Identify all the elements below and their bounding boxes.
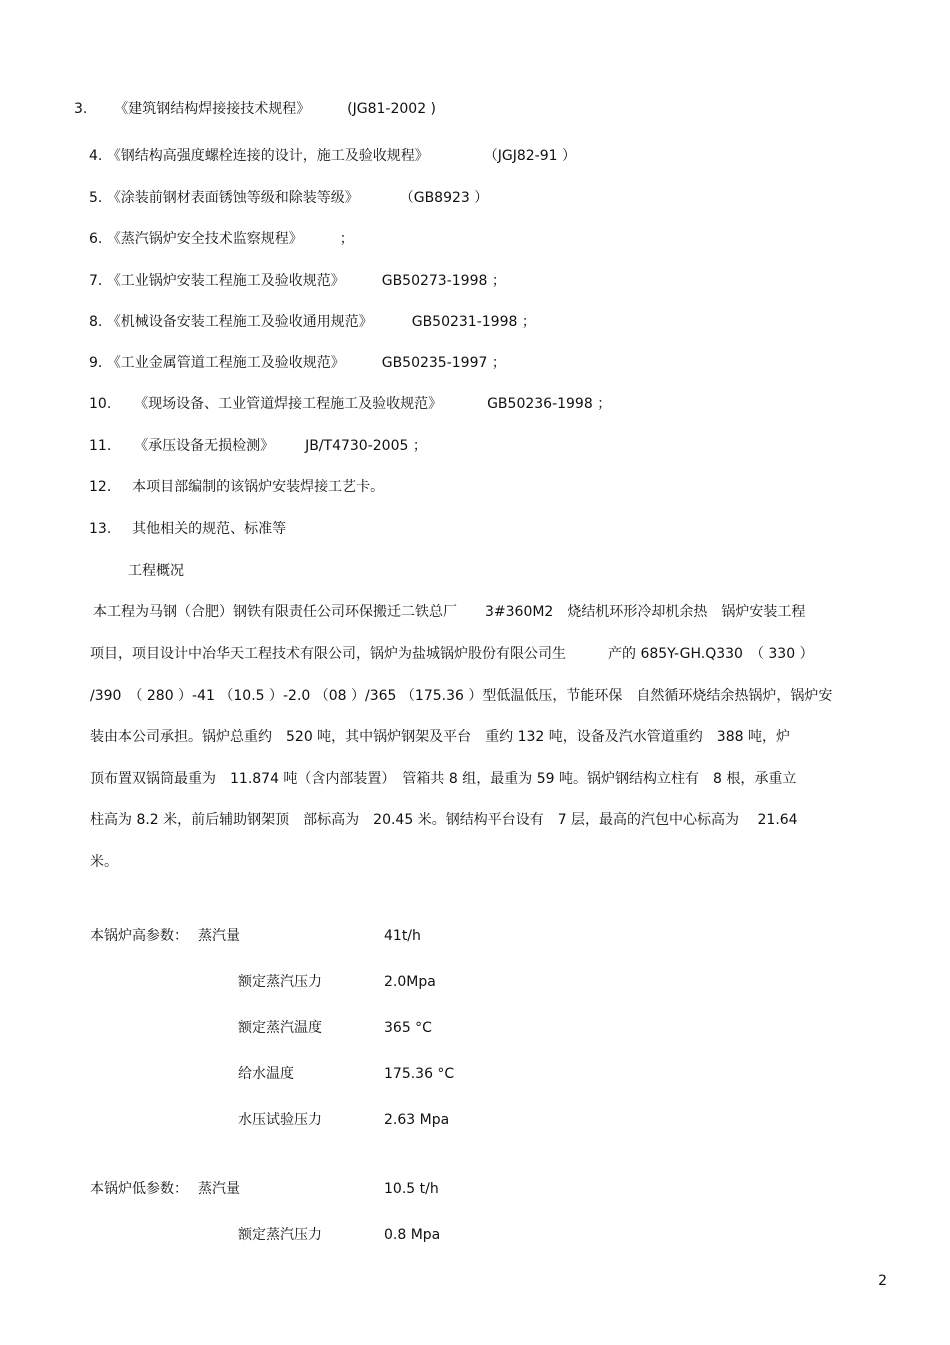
- param-value: 365 °C: [384, 1020, 432, 1036]
- high-params-title: 本锅炉高参数：: [90, 928, 188, 944]
- reference-code: (JG81-2002 ): [347, 101, 437, 117]
- param-value: 175.36 °C: [384, 1066, 455, 1082]
- param-value: 0.8 Mpa: [384, 1227, 441, 1243]
- overview-line: 柱高为 8.2 米，前后辅助钢架顶 部标高为 20.45 米。钢结构平台设有 7 层，最高的汽包中心标高为 21.64: [90, 812, 798, 828]
- param-value: 2.63 Mpa: [384, 1112, 450, 1128]
- reference-number: 5.: [89, 190, 103, 206]
- reference-title: 《现场设备、工业管道焊接工程施工及验收规范》: [134, 396, 443, 412]
- overview-line: 顶布置双锅筒最重为 11.874 吨（含内部装置） 管箱共 8 组，最重为 59 吨。锅炉钢结构立柱有 8 根，承重立: [90, 771, 797, 787]
- reference-code: GB50236-1998 ；: [487, 396, 612, 412]
- reference-code: （GB8923 ）: [399, 190, 489, 206]
- reference-item: [89, 353, 506, 373]
- reference-title: 《涂装前钢材表面锈蚀等级和除装等级》: [106, 190, 359, 206]
- reference-number: 4.: [89, 148, 103, 164]
- reference-item: [89, 394, 611, 414]
- reference-item: [89, 146, 576, 166]
- reference-item: [89, 229, 354, 249]
- overview-line: 项目，项目设计中冶华天工程技术有限公司，锅炉为盐城锅炉股份有限公司生 产的 685Y-GH.Q330 （ 330 ）: [90, 646, 814, 662]
- reference-title: 《机械设备安装工程施工及验收通用规范》: [106, 314, 373, 330]
- reference-item: [89, 477, 384, 497]
- low-params-title: 本锅炉低参数：: [90, 1181, 188, 1197]
- page-number: 2: [878, 1273, 887, 1289]
- param-label: 蒸汽量: [198, 928, 240, 944]
- reference-title: 本项目部编制的该锅炉安装焊接工艺卡。: [132, 479, 385, 495]
- reference-item: [89, 271, 506, 291]
- param-label: 额定蒸汽压力: [238, 1227, 322, 1243]
- reference-title: 《工业金属管道工程施工及验收规范》: [106, 355, 345, 371]
- overview-line: 米。: [90, 854, 118, 870]
- overview-line: /390 （ 280 ）-41 （10.5 ）-2.0 （08 ）/365 （175.36 ）型低温低压，节能环保 自然循环烧结余热锅炉，锅炉安: [90, 688, 833, 704]
- param-label: 额定蒸汽温度: [238, 1020, 322, 1036]
- param-value: 10.5 t/h: [384, 1181, 439, 1197]
- reference-number: 9.: [89, 355, 103, 371]
- reference-code: GB50231-1998 ；: [411, 314, 536, 330]
- reference-title: 《建筑钢结构焊接接技术规程》: [114, 101, 311, 117]
- reference-item: [89, 188, 488, 208]
- reference-title: 《工业锅炉安装工程施工及验收规范》: [106, 273, 345, 289]
- param-label: 给水温度: [238, 1066, 294, 1082]
- param-label: 额定蒸汽压力: [238, 974, 322, 990]
- reference-code: ；: [339, 231, 354, 247]
- reference-item: [89, 436, 427, 456]
- reference-code: GB50235-1997 ；: [381, 355, 506, 371]
- reference-title: 其他相关的规范、标准等: [132, 521, 287, 537]
- reference-code: （JGJ82-91 ）: [483, 148, 576, 164]
- param-value: 41t/h: [384, 928, 421, 944]
- reference-item: [74, 99, 436, 119]
- param-label: 蒸汽量: [198, 1181, 240, 1197]
- reference-item: [89, 519, 286, 539]
- reference-title: 《承压设备无损检测》: [134, 438, 275, 454]
- reference-number: 11.: [89, 438, 112, 454]
- reference-code: GB50273-1998 ；: [381, 273, 506, 289]
- overview-line: 装由本公司承担。锅炉总重约 520 吨，其中锅炉钢架及平台 重约 132 吨，设备及汽水管道重约 388 吨，炉: [90, 729, 790, 745]
- reference-title: 《蒸汽锅炉安全技术监察规程》: [106, 231, 303, 247]
- overview-line: 本工程为马钢（合肥）钢铁有限责任公司环保搬迁二铁总厂 3#360M2 烧结机环形冷却机余热 锅炉安装工程: [93, 604, 806, 620]
- reference-number: 8.: [89, 314, 103, 330]
- reference-number: 7.: [89, 273, 103, 289]
- reference-number: 3.: [74, 101, 88, 117]
- reference-number: 12.: [89, 479, 112, 495]
- reference-number: 6.: [89, 231, 103, 247]
- section-heading: 工程概况: [128, 563, 184, 579]
- reference-number: 10.: [89, 396, 112, 412]
- reference-number: 13.: [89, 521, 112, 537]
- param-value: 2.0Mpa: [384, 974, 436, 990]
- reference-title: 《钢结构高强度螺栓连接的设计，施工及验收规程》: [106, 148, 429, 164]
- param-label: 水压试验压力: [238, 1112, 322, 1128]
- reference-code: JB/T4730-2005 ；: [305, 438, 427, 454]
- reference-item: [89, 312, 536, 332]
